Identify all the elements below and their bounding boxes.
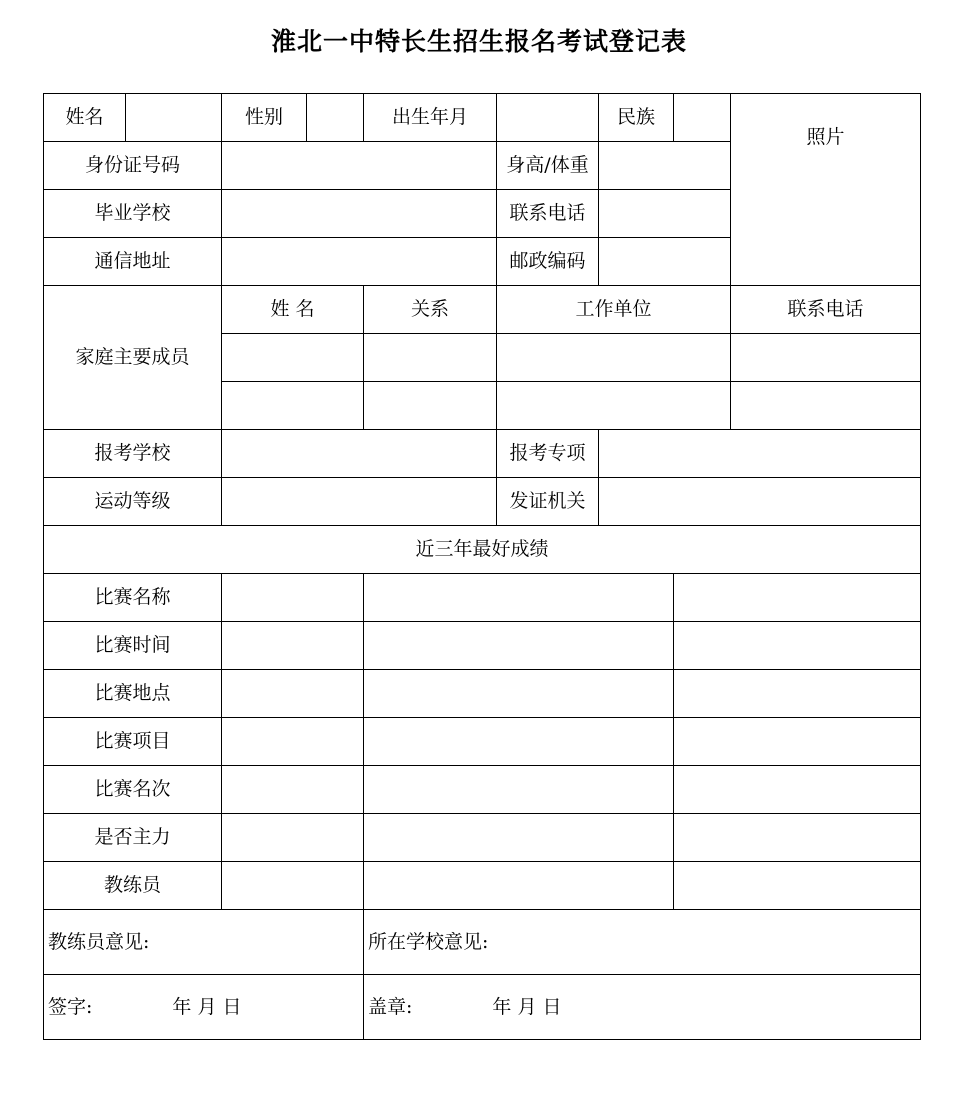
- record-field[interactable]: [674, 862, 921, 910]
- signature-date: 年 月 日: [172, 995, 242, 1018]
- record-field[interactable]: [222, 574, 364, 622]
- registration-form: [43, 93, 921, 1040]
- postcode-label: 邮政编码: [497, 238, 599, 286]
- record-field[interactable]: [222, 718, 364, 766]
- phone-label: 联系电话: [497, 190, 599, 238]
- record-field[interactable]: [674, 574, 921, 622]
- family-members-label: 家庭主要成员: [44, 286, 222, 430]
- ethnic-field[interactable]: [674, 94, 731, 142]
- phone-field[interactable]: [599, 190, 731, 238]
- family-phone-field[interactable]: [731, 382, 921, 430]
- record-field[interactable]: [222, 862, 364, 910]
- record-field[interactable]: [364, 718, 674, 766]
- family-name-field[interactable]: [222, 382, 364, 430]
- record-label: 比赛名称: [44, 574, 222, 622]
- graduation-school-label: 毕业学校: [44, 190, 222, 238]
- id-number-label: 身份证号码: [44, 142, 222, 190]
- school-opinion-label: 所在学校意见:: [368, 930, 489, 953]
- height-weight-field[interactable]: [599, 142, 731, 190]
- record-field[interactable]: [364, 622, 674, 670]
- signature-label: 签字:: [48, 995, 93, 1018]
- ethnic-label: 民族: [599, 94, 674, 142]
- record-field[interactable]: [674, 718, 921, 766]
- graduation-school-field[interactable]: [222, 190, 497, 238]
- apply-school-label: 报考学校: [44, 430, 222, 478]
- name-field[interactable]: [126, 94, 222, 142]
- photo-box[interactable]: [731, 94, 921, 286]
- postcode-field[interactable]: [599, 238, 731, 286]
- records-section-title: 近三年最好成绩: [44, 526, 921, 574]
- sport-level-field[interactable]: [222, 478, 497, 526]
- record-label: 比赛地点: [44, 670, 222, 718]
- family-header-phone: 联系电话: [731, 286, 921, 334]
- birth-label: 出生年月: [364, 94, 497, 142]
- address-label: 通信地址: [44, 238, 222, 286]
- record-label: 比赛时间: [44, 622, 222, 670]
- record-field[interactable]: [222, 670, 364, 718]
- school-opinion-field[interactable]: [364, 910, 921, 975]
- record-field[interactable]: [364, 574, 674, 622]
- family-workplace-field[interactable]: [497, 334, 731, 382]
- record-label: 是否主力: [44, 814, 222, 862]
- certificate-issuer-label: 发证机关: [497, 478, 599, 526]
- apply-specialty-label: 报考专项: [497, 430, 599, 478]
- coach-signature-field[interactable]: [44, 975, 364, 1040]
- record-field[interactable]: [222, 622, 364, 670]
- record-field[interactable]: [364, 766, 674, 814]
- school-seal-field[interactable]: [364, 975, 921, 1040]
- family-header-workplace: 工作单位: [497, 286, 731, 334]
- apply-specialty-field[interactable]: [599, 430, 921, 478]
- page-title: 淮北一中特长生招生报名考试登记表: [270, 27, 687, 56]
- seal-date: 年 月 日: [492, 995, 562, 1018]
- record-field[interactable]: [674, 670, 921, 718]
- gender-label: 性别: [222, 94, 307, 142]
- seal-label: 盖章:: [368, 995, 413, 1018]
- record-field[interactable]: [364, 862, 674, 910]
- name-label: 姓名: [44, 94, 126, 142]
- apply-school-field[interactable]: [222, 430, 497, 478]
- family-relation-field[interactable]: [364, 382, 497, 430]
- coach-opinion-field[interactable]: [44, 910, 364, 975]
- coach-opinion-label: 教练员意见:: [48, 930, 150, 953]
- id-number-field[interactable]: [222, 142, 497, 190]
- record-field[interactable]: [674, 622, 921, 670]
- sport-level-label: 运动等级: [44, 478, 222, 526]
- family-header-relation: 关系: [364, 286, 497, 334]
- family-relation-field[interactable]: [364, 334, 497, 382]
- record-field[interactable]: [222, 766, 364, 814]
- certificate-issuer-field[interactable]: [599, 478, 921, 526]
- family-name-field[interactable]: [222, 334, 364, 382]
- record-field[interactable]: [364, 814, 674, 862]
- gender-field[interactable]: [307, 94, 364, 142]
- photo-label: 照片: [806, 126, 845, 149]
- record-field[interactable]: [674, 766, 921, 814]
- record-label: 比赛项目: [44, 718, 222, 766]
- family-workplace-field[interactable]: [497, 382, 731, 430]
- record-field[interactable]: [364, 670, 674, 718]
- record-label: 教练员: [44, 862, 222, 910]
- record-field[interactable]: [222, 814, 364, 862]
- height-weight-label: 身高/体重: [497, 142, 599, 190]
- family-phone-field[interactable]: [731, 334, 921, 382]
- record-field[interactable]: [674, 814, 921, 862]
- birth-field[interactable]: [497, 94, 599, 142]
- address-field[interactable]: [222, 238, 497, 286]
- record-label: 比赛名次: [44, 766, 222, 814]
- family-header-name: 姓 名: [222, 286, 364, 334]
